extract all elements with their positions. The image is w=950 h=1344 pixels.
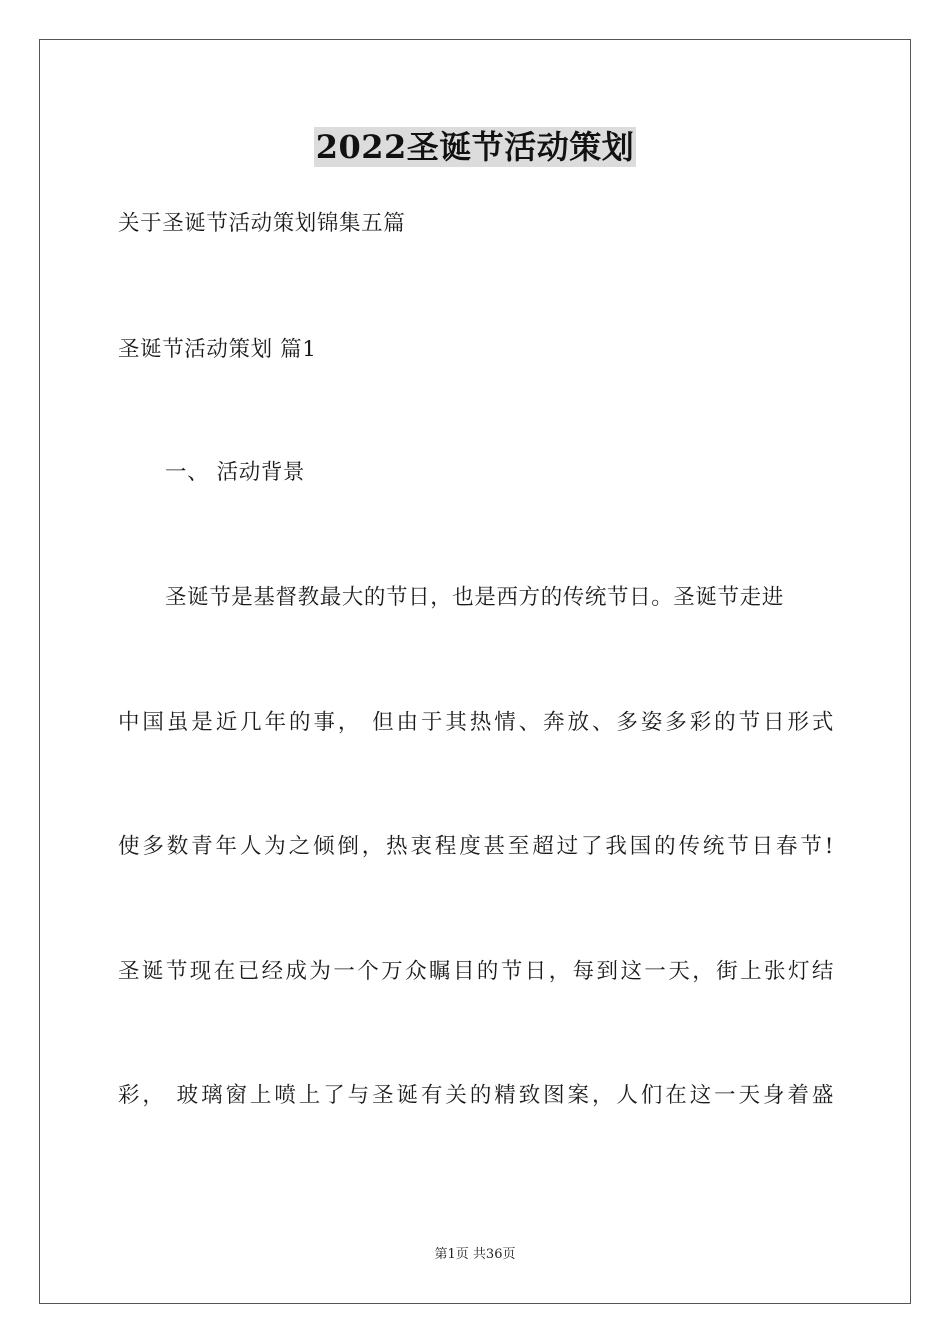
item-heading: 一、 活动背景 (165, 460, 306, 485)
body-line-2: 中国虽是近几年的事， 但由于其热情、奔放、多姿多彩的节日形式 (118, 710, 834, 735)
body-line-5: 彩， 玻璃窗上喷上了与圣诞有关的精致图案，人们在这一天身着盛 (118, 1083, 834, 1108)
title-container (0, 127, 950, 167)
document-subtitle: 关于圣诞节活动策划锦集五篇 (118, 211, 406, 236)
page-number-footer: 第1页 共36页 (434, 1247, 516, 1262)
body-line-4: 圣诞节现在已经成为一个万众瞩目的节日，每到这一天，街上张灯结 (118, 959, 834, 984)
document-title: 2022圣诞节活动策划 (315, 128, 635, 166)
section-heading: 圣诞节活动策划 篇1 (118, 337, 317, 362)
body-line-3: 使多数青年人为之倾倒，热衷程度甚至超过了我国的传统节日春节! (118, 834, 834, 859)
body-line-1: 圣诞节是基督教最大的节日，也是西方的传统节日。圣诞节走进 (165, 585, 784, 610)
